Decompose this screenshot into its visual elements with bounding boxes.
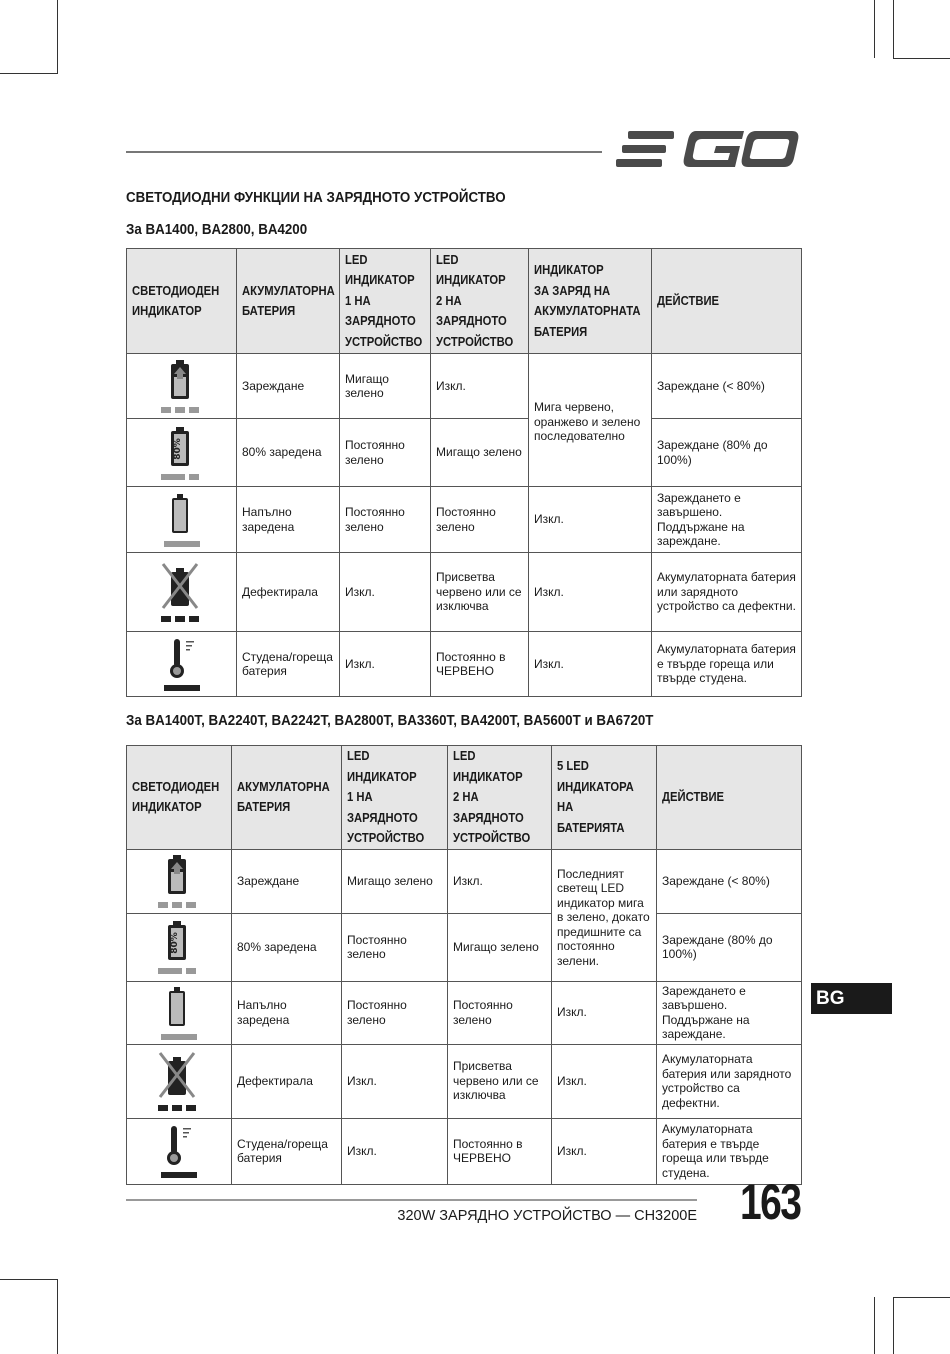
- led2-state: Изкл.: [431, 354, 529, 419]
- led2-state: Присветва червено или се изключва: [431, 553, 529, 632]
- battery-defective-icon: [127, 553, 237, 632]
- footer-text: 320W ЗАРЯДНО УСТРОЙСТВО — CH3200E: [397, 1208, 697, 1224]
- table-row: [127, 849, 802, 913]
- battery-charging-icon: [127, 354, 237, 419]
- led2-state: Присветва червено или се изключва: [448, 1044, 552, 1118]
- table-row: [127, 354, 802, 419]
- led1-state: Мигащо зелено: [340, 354, 431, 419]
- crop-mark: [893, 58, 950, 59]
- crop-mark: [893, 1297, 894, 1354]
- table-row: [127, 419, 802, 487]
- battery-state: Дефектирала: [232, 1044, 342, 1118]
- led1-state: Постоянно зелено: [340, 419, 431, 487]
- table-row: [127, 487, 802, 553]
- table-header-row: [127, 746, 802, 850]
- led2-state: Изкл.: [448, 849, 552, 913]
- led2-state: Постоянно зелено: [431, 487, 529, 553]
- led1-state: Изкл.: [340, 632, 431, 697]
- battery-state: Напълно заредена: [237, 487, 340, 553]
- led2-state: Мигащо зелено: [448, 913, 552, 981]
- battery-indicator-state: Изкл.: [529, 632, 652, 697]
- header-battery: АКУМУЛАТОРНА БАТЕРИЯ: [237, 249, 340, 354]
- led1-state: Мигащо зелено: [342, 849, 448, 913]
- action: Зареждане (80% до 100%): [657, 913, 802, 981]
- table-row: [127, 1118, 802, 1184]
- battery-state: Студена/гореща батерия: [237, 632, 340, 697]
- header-led-indicator: СВЕТОДИОДЕН ИНДИКАТОР: [127, 249, 237, 354]
- battery-full-icon: [127, 487, 237, 553]
- header-battery: АКУМУЛАТОРНА БАТЕРИЯ: [232, 746, 342, 850]
- header-action: ДЕЙСТВИЕ: [652, 249, 802, 354]
- table-row: [127, 553, 802, 632]
- footer-rule: [126, 1199, 697, 1201]
- thermometer-icon: [127, 632, 237, 697]
- crop-mark: [893, 0, 894, 58]
- header-rule: [126, 151, 602, 153]
- crop-mark: [0, 73, 57, 74]
- led1-state: Изкл.: [342, 1118, 448, 1184]
- led2-state: Постоянно в ЧЕРВЕНО: [448, 1118, 552, 1184]
- language-tab: BG: [811, 983, 892, 1014]
- led1-state: Изкл.: [342, 1044, 448, 1118]
- led1-state: Постоянно зелено: [342, 913, 448, 981]
- battery-full-icon: [127, 981, 232, 1044]
- svg-text:80%: 80%: [172, 437, 183, 460]
- battery-state: Зареждане: [237, 354, 340, 419]
- battery-state: Студена/гореща батерия: [232, 1118, 342, 1184]
- header-led2: LED ИНДИКАТОР 2 НА ЗАРЯДНОТО УСТРОЙСТВО: [431, 249, 529, 354]
- table-header-row: [127, 249, 802, 354]
- crop-mark: [57, 0, 58, 74]
- crop-mark: [57, 1279, 58, 1354]
- battery-state: 80% заредена: [237, 419, 340, 487]
- action: Акумулаторната батерия е твърде гореща или твърде студена.: [657, 1118, 802, 1184]
- action: Акумулаторната батерия е твърде гореща или твърде студена.: [652, 632, 802, 697]
- table1-title: За BA1400, BA2800, BA4200: [126, 222, 308, 238]
- table-row: [127, 913, 802, 981]
- battery-indicator-state: Изкл.: [529, 553, 652, 632]
- ego-logo: [616, 128, 800, 172]
- battery-leds-state: Изкл.: [552, 1044, 657, 1118]
- battery-state: 80% заредена: [232, 913, 342, 981]
- action: Акумулаторната батерия или зарядното устройство са дефектни.: [652, 553, 802, 632]
- battery-leds-state: Последният светещ LED индикатор мига в зелено, докато предишните са постоянно зелени.: [552, 849, 657, 981]
- led-table-1: [126, 248, 802, 697]
- action: Акумулаторната батерия или зарядното устройство са дефектни.: [657, 1044, 802, 1118]
- thermometer-icon: [127, 1118, 232, 1184]
- action: Зареждане (80% до 100%): [652, 419, 802, 487]
- header-led-indicator: СВЕТОДИОДЕН ИНДИКАТОР: [127, 746, 232, 850]
- led1-state: Постоянно зелено: [340, 487, 431, 553]
- header-action: ДЕЙСТВИЕ: [657, 746, 802, 850]
- led-table-2: [126, 745, 802, 1185]
- battery-indicator-state: Изкл.: [529, 487, 652, 553]
- crop-mark: [0, 1279, 57, 1280]
- battery-charging-icon: [127, 849, 232, 913]
- section-title: СВЕТОДИОДНИ ФУНКЦИИ НА ЗАРЯДНОТО УСТРОЙСТВО: [126, 190, 506, 206]
- action: Зареждането е завършено. Поддържане на зареждане.: [652, 487, 802, 553]
- table-row: [127, 632, 802, 697]
- table-row: [127, 1044, 802, 1118]
- battery-state: Дефектирала: [237, 553, 340, 632]
- header-led1: LED ИНДИКАТОР 1 НА ЗАРЯДНОТО УСТРОЙСТВО: [340, 249, 431, 354]
- led2-state: Мигащо зелено: [431, 419, 529, 487]
- battery-defective-icon: [127, 1044, 232, 1118]
- action: Зареждане (< 80%): [652, 354, 802, 419]
- header-led2: LED ИНДИКАТОР 2 НА ЗАРЯДНОТО УСТРОЙСТВО: [448, 746, 552, 850]
- action: Зареждане (< 80%): [657, 849, 802, 913]
- crop-mark: [874, 0, 875, 58]
- action: Зареждането е завършено. Поддържане на зареждане.: [657, 981, 802, 1044]
- header-battery-leds: 5 LED ИНДИКАТОРА НА БАТЕРИЯТА: [552, 746, 657, 850]
- led2-state: Постоянно зелено: [448, 981, 552, 1044]
- led2-state: Постоянно в ЧЕРВЕНО: [431, 632, 529, 697]
- table2-title: За BA1400T, BA2240T, BA2242T, BA2800T, BA3360T, BA4200T, BA5600T и BA6720T: [126, 713, 654, 729]
- battery-leds-state: Изкл.: [552, 1118, 657, 1184]
- battery-indicator-state: Мига червено, оранжево и зелено последователно: [529, 354, 652, 487]
- page-number: 163: [740, 1174, 801, 1230]
- battery-80-percent-icon: [127, 419, 237, 487]
- crop-mark: [893, 1297, 950, 1298]
- header-battery-indicator: ИНДИКАТОР ЗА ЗАРЯД НА АКУМУЛАТОРНАТА БАТЕРИЯ: [529, 249, 652, 354]
- battery-state: Напълно заредена: [232, 981, 342, 1044]
- battery-leds-state: Изкл.: [552, 981, 657, 1044]
- battery-state: Зареждане: [232, 849, 342, 913]
- header-led1: LED ИНДИКАТОР 1 НА ЗАРЯДНОТО УСТРОЙСТВО: [342, 746, 448, 850]
- crop-mark: [874, 1297, 875, 1354]
- led1-state: Изкл.: [340, 553, 431, 632]
- led1-state: Постоянно зелено: [342, 981, 448, 1044]
- table-row: [127, 981, 802, 1044]
- svg-text:80%: 80%: [170, 932, 180, 954]
- battery-80-percent-icon: [127, 913, 232, 981]
